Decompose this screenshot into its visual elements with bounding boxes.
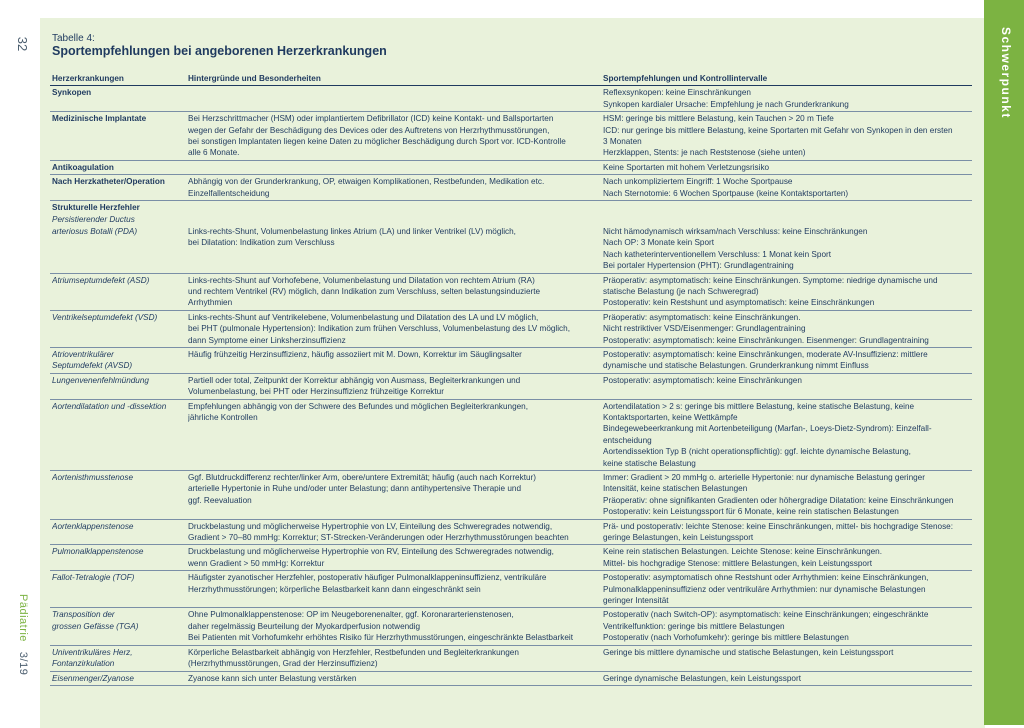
cell-background: Zyanose kann sich unter Belastung verstärken (186, 671, 601, 685)
section-sidebar (984, 0, 1024, 725)
cell-condition: Atriumseptumdefekt (ASD) (50, 273, 186, 310)
cell-background: Empfehlungen abhängig von der Schwere des Befundes und möglichen Begleiterkrankungen, jährliche Kontrollen (186, 399, 601, 470)
table-row (50, 273, 972, 310)
header-background: Hintergründe und Besonderheiten (186, 72, 601, 86)
table-row (50, 86, 972, 112)
cell-condition: Aortenisthmusstenose (50, 471, 186, 520)
cell-recommendation: Postoperativ (nach Switch-OP): asymptomatisch: keine Einschränkungen; eingeschränkte Ventrikelfunktion: geringe bis mittlere Belastungen Postoperativ (nach Vorhofumkehr): geringe bis mittlere Belastungen (601, 608, 972, 645)
table-row (50, 399, 972, 470)
recommendations-table (50, 72, 972, 686)
cell-condition: Lungenvenenfehlmündung (50, 373, 186, 399)
table-row (50, 671, 972, 685)
cell-background (186, 86, 601, 112)
cell-background: Links-rechts-Shunt auf Ventrikelebene, Volumenbelastung und Dilatation des LA und LV möglich, bei PHT (pulmonale Hypertension): Indikation zum frühen Verschluss, Volumenbelastung des LV möglich, dann Symptome einer Linksherzinsuffizienz (186, 310, 601, 347)
cell-recommendation: Keine rein statischen Belastungen. Leichte Stenose: keine Einschränkungen. Mittel- bis hochgradige Stenose: mittlere Belastungen, kein Leistungssport (601, 545, 972, 571)
cell-background: Druckbelastung und möglicherweise Hypertrophie von LV, Einteilung des Schweregrades notwendig, Gradient > 70–80 mmHg: Korrektur; ST-Strecken-Veränderungen oder Herzrhythmusstörungen beachten (186, 519, 601, 545)
cell-recommendation: Nach unkompliziertem Eingriff: 1 Woche Sportpause Nach Sternotomie: 6 Wochen Sportpause (keine Kontaktsportarten) (601, 175, 972, 201)
table-row (50, 310, 972, 347)
cell-recommendation: Geringe bis mittlere dynamische und statische Belastungen, kein Leistungssport (601, 645, 972, 671)
table-row (50, 175, 972, 201)
table-row (50, 112, 972, 161)
cell-recommendation: Prä- und postoperativ: leichte Stenose: keine Einschränkungen, mittel- bis hochgradige Stenose: geringe Belastungen, kein Leistungssport (601, 519, 972, 545)
table-row (50, 571, 972, 608)
table-row (50, 471, 972, 520)
table-row (50, 213, 972, 273)
cell-recommendation: Präoperativ: asymptomatisch: keine Einschränkungen. Symptome: niedrige dynamische und statische Belastung (je nach Schweregrad) Postoperativ: kein Restshunt und asymptomatisch: keine Einschränkungen (601, 273, 972, 310)
cell-background: Links-rechts-Shunt auf Vorhofebene, Volumenbelastung und Dilatation von rechtem Atrium (RA) und rechtem Ventrikel (RV) möglich, dann Indikation zum Verschluss, selten belastungsinduzierte Arrhythmien (186, 273, 601, 310)
section-label: Schwerpunkt (999, 27, 1013, 119)
cell-condition: Medizinische Implantate (50, 112, 186, 161)
cell-recommendation: Geringe dynamische Belastungen, kein Leistungssport (601, 671, 972, 685)
cell-condition: Aortenklappenstenose (50, 519, 186, 545)
page-number: 32 (15, 36, 30, 52)
cell-background: Häufigster zyanotischer Herzfehler, postoperativ häufiger Pulmonalklappeninsuffizienz, ventrikuläre Herzrhythmusstörungen; körperliche Belastbarkeit kann dann eingeschränkt sein (186, 571, 601, 608)
header-condition: Herzerkrankungen (50, 72, 186, 86)
cell-recommendation: Postoperativ: asymptomatisch ohne Restshunt oder Arrhythmien: keine Einschränkungen, Pulmonalklappeninsuffizienz oder ventrikuläre Arrhythmien: nur dynamische Belastungen geringer Intensität (601, 571, 972, 608)
table-row (50, 347, 972, 373)
cell-condition: Nach Herzkatheter/Operation (50, 175, 186, 201)
table-row (50, 545, 972, 571)
cell-condition: Persistierender Ductus arteriosus Botalli (PDA) (50, 213, 186, 273)
cell-recommendation: Reflexsynkopen: keine Einschränkungen Synkopen kardialer Ursache: Empfehlung je nach Grunderkrankung (601, 86, 972, 112)
cell-recommendation: HSM: geringe bis mittlere Belastung, kein Tauchen > 20 m Tiefe ICD: nur geringe bis mittlere Belastung, keine Sportarten mit Gefahr von Synkopen in den ersten 3 Monaten Herzklappen, Stents: je nach Reststenose (siehe unten) (601, 112, 972, 161)
cell-background (186, 201, 601, 214)
cell-recommendation: Postoperativ: asymptomatisch: keine Einschränkungen (601, 373, 972, 399)
table-row (50, 201, 972, 214)
table-row (50, 608, 972, 645)
cell-condition: Univentrikuläres Herz, Fontanzirkulation (50, 645, 186, 671)
journal-name: Pädiatrie (17, 594, 29, 642)
cell-background (186, 160, 601, 174)
cell-recommendation: Aortendilatation > 2 s: geringe bis mittlere Belastung, keine statische Belastung, keine Kontaktsportarten, keine Wettkämpfe Bindegewebeerkrankung mit Aortenbeteiligung (Marfan-, Loeys-Dietz-Syndrom): Einzelfall- entscheidung Aortendissektion Typ B (nicht operationspflichtig): ggf. leichte dynamische Belastung, keine statische Belastung (601, 399, 972, 470)
cell-background: Partiell oder total, Zeitpunkt der Korrektur abhängig von Ausmass, Begleiterkrankungen und Volumenbelastung, bei PHT oder Herzinsuffizienz frühzeitige Korrektur (186, 373, 601, 399)
journal-issue: 3/19 (17, 651, 29, 676)
cell-background: Häufig frühzeitig Herzinsuffizienz, häufig assoziiert mit M. Down, Korrektur im Säuglingsalter (186, 347, 601, 373)
cell-background: Ggf. Blutdruckdifferenz rechter/linker Arm, obere/untere Extremität; häufig (auch nach Korrektur) arterielle Hypertonie in Ruhe und/oder unter Belastung; dann antihypertensive Therapie und ggf. Reevaluation (186, 471, 601, 520)
table-caption: Tabelle 4: (52, 33, 95, 44)
cell-background: Bei Herzschrittmacher (HSM) oder implantiertem Defibrillator (ICD) keine Kontakt- und Ballsportarten wegen der Gefahr der Beschädigung des Devices oder des Auftretens von Herzrhythmusstörungen, bei sonstigen Implantaten liegen keine Daten zu möglicher Beschädigung durch Sport vor. ICD-Kontrolle alle 6 Monate. (186, 112, 601, 161)
cell-condition: Atrioventrikulärer Septumdefekt (AVSD) (50, 347, 186, 373)
header-recommendations: Sportempfehlungen und Kontrollintervalle (601, 72, 972, 86)
table-row (50, 160, 972, 174)
table-row (50, 519, 972, 545)
cell-recommendation (601, 201, 972, 214)
cell-recommendation: Postoperativ: asymptomatisch: keine Einschränkungen, moderate AV-Insuffizienz: mittlere dynamische und statische Belastungen. Grunderkrankung nimmt Einfluss (601, 347, 972, 373)
table-row (50, 373, 972, 399)
cell-condition: Fallot-Tetralogie (TOF) (50, 571, 186, 608)
cell-background: Links-rechts-Shunt, Volumenbelastung linkes Atrium (LA) und linker Ventrikel (LV) möglich, bei Dilatation: Indikation zum Verschluss (186, 213, 601, 273)
cell-recommendation: Präoperativ: asymptomatisch: keine Einschränkungen. Nicht restriktiver VSD/Eisenmenger: Grundlagentraining Postoperativ: asymptomatisch: keine Einschränkungen. Eisenmenger: Grundlagentraining (601, 310, 972, 347)
cell-background: Druckbelastung und möglicherweise Hypertrophie von RV, Einteilung des Schweregrades notwendig, wenn Gradient > 50 mmHg: Korrektur (186, 545, 601, 571)
cell-condition: Synkopen (50, 86, 186, 112)
cell-condition: Ventrikelseptumdefekt (VSD) (50, 310, 186, 347)
cell-condition: Transposition der grossen Gefässe (TGA) (50, 608, 186, 645)
cell-background: Ohne Pulmonalklappenstenose: OP im Neugeborenenalter, ggf. Koronararterienstenosen, daher regelmässig Beurteilung der Myokardperfusion notwendig Bei Patienten mit Vorhofumkehr erhöhtes Risiko für Herzrhythmusstörungen, eingeschränkte Belastbarkeit (186, 608, 601, 645)
cell-condition: Eisenmenger/Zyanose (50, 671, 186, 685)
cell-condition: Pulmonalklappenstenose (50, 545, 186, 571)
table-header-row (50, 72, 972, 86)
cell-condition: Antikoagulation (50, 160, 186, 174)
cell-recommendation: Keine Sportarten mit hohem Verletzungsrisiko (601, 160, 972, 174)
table-title: Sportempfehlungen bei angeborenen Herzerkrankungen (52, 44, 387, 58)
cell-condition: Strukturelle Herzfehler (52, 203, 140, 213)
cell-background: Körperliche Belastbarkeit abhängig von Herzfehler, Restbefunden und Begleiterkrankungen (Herzrhythmusstörungen, Grad der Herzinsuffizienz) (186, 645, 601, 671)
cell-recommendation: Nicht hämodynamisch wirksam/nach Verschluss: keine Einschränkungen Nach OP: 3 Monate kein Sport Nach katheterinterventionellem Verschluss: 1 Monat kein Sport Bei portaler Hypertension (PHT): Grundlagentraining (601, 213, 972, 273)
cell-recommendation: Immer: Gradient > 20 mmHg o. arterielle Hypertonie: nur dynamische Belastung geringer Intensität, keine statischen Belastungen Präoperativ: ohne signifikanten Gradienten oder höhergradige Dilatation: keine Einschränkungen Postoperativ: kein Leistungssport für 6 Monate, keine rein statischen Belastungen (601, 471, 972, 520)
table-row (50, 645, 972, 671)
journal-footer (0, 594, 40, 697)
cell-background: Abhängig von der Grunderkrankung, OP, etwaigen Komplikationen, Restbefunden, Medikation etc. Einzelfallentscheidung (186, 175, 601, 201)
cell-condition: Aortendilatation und -dissektion (50, 399, 186, 470)
